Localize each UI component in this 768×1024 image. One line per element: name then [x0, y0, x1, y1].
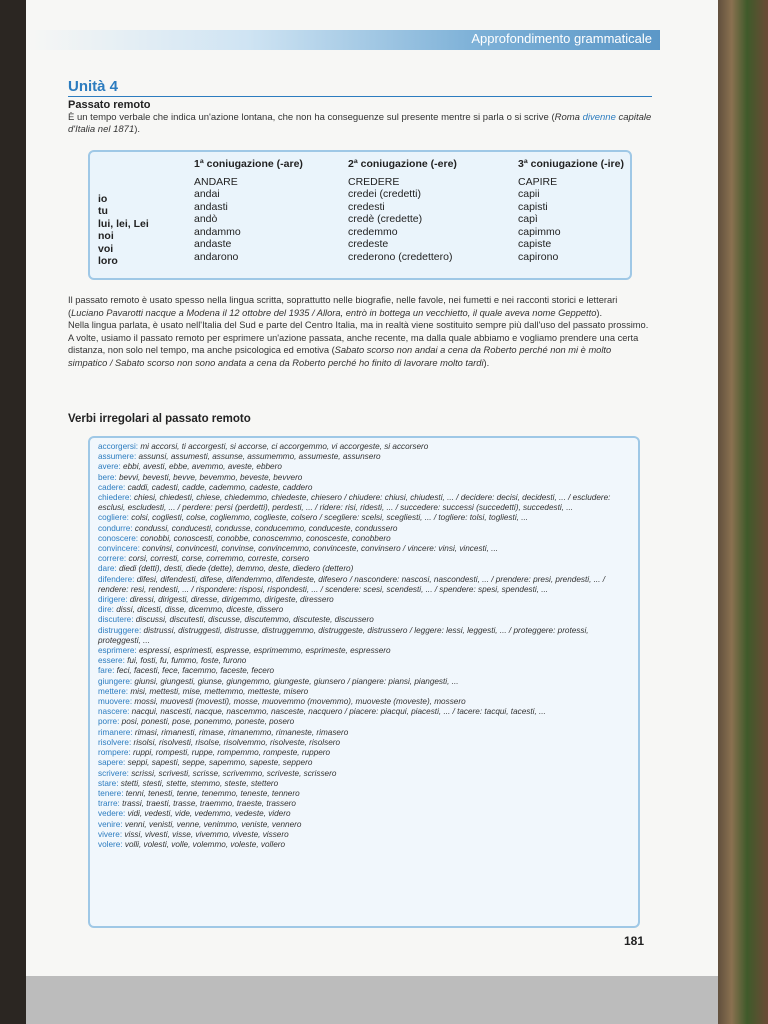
desk-surface — [26, 976, 718, 1024]
intro-paragraph: È un tempo verbale che indica un'azione lontana, che non ha conseguenze sul presente mentre si parla o si scrive (Roma divenne capitale d'Italia nel 1871). — [68, 112, 652, 135]
irregular-verb-infinitive: avere: — [98, 462, 121, 472]
irregular-verb-forms: corsi, corresti, corse, corremmo, correste, corsero — [126, 554, 310, 564]
irregular-verb-forms: volli, volesti, volle, volemmo, voleste, vollero — [122, 839, 286, 849]
irregular-verb-entry — [98, 493, 630, 513]
irregular-verb-infinitive: condurre: — [98, 523, 133, 533]
irregular-verb-infinitive: discutere: — [98, 615, 134, 625]
irregular-verb-forms: feci, facesti, fece, facemmo, faceste, fecero — [114, 666, 275, 676]
irregular-verb-entry — [98, 769, 630, 779]
irregular-verb-entry — [98, 605, 630, 615]
section-banner — [26, 30, 660, 50]
irregular-verb-infinitive: porre: — [98, 717, 120, 727]
irregular-verb-entry — [98, 789, 630, 799]
irregular-verb-forms: misi, mettesti, mise, mettemmo, metteste, misero — [128, 686, 309, 696]
unit-title: Unità 4 — [68, 78, 119, 95]
irregular-verb-infinitive: accorgersi: — [98, 442, 139, 451]
irregular-verb-forms: espressi, esprimesti, espresse, esprimemmo, esprimeste, espressero — [136, 646, 391, 656]
irregular-verb-entry — [98, 615, 630, 625]
irregular-verb-infinitive: stare: — [98, 778, 119, 788]
irregular-verb-infinitive: dare: — [98, 564, 117, 574]
irregular-verb-entry — [98, 758, 630, 768]
irregular-verb-entry — [98, 677, 630, 687]
pronoun-column: io tu lui, lei, Lei noi voi loro — [98, 192, 149, 267]
page-number: 181 — [624, 934, 645, 948]
irregular-verb-entry — [98, 483, 630, 493]
irregular-verb-infinitive: risolvere: — [98, 737, 132, 747]
irregular-verb-infinitive: cogliere: — [98, 513, 129, 523]
conjugation-column-ere: 2ª coniugazione (-ere) CREDERE credei (credetti) credesti credè (credette) credemmo credeste crederono (credettero) — [348, 158, 457, 263]
irregular-verb-infinitive: nascere: — [98, 707, 130, 717]
irregular-verb-entry — [98, 534, 630, 544]
irregular-verb-forms: mossi, muovesti (movesti), mosse, muovemmo (movemmo), muoveste (moveste), mossero — [132, 697, 466, 707]
irregular-verb-entry — [98, 564, 630, 574]
irregular-verb-entry — [98, 462, 630, 472]
irregular-verb-infinitive: tenere: — [98, 788, 124, 798]
irregular-verb-forms: ruppi, rompesti, ruppe, rompemmo, rompeste, ruppero — [130, 748, 331, 758]
irregular-verb-forms: dissi, dicesti, disse, dicemmo, diceste, dissero — [113, 605, 284, 615]
irregular-verb-infinitive: giungere: — [98, 676, 133, 686]
irregular-verb-entry — [98, 544, 630, 554]
irregular-verb-forms: mi accorsi, ti accorgesti, si accorse, ci accorgemmo, vi accorgeste, si accorsero — [138, 442, 429, 451]
irregular-verb-infinitive: scrivere: — [98, 768, 129, 778]
irregular-verb-entry — [98, 738, 630, 748]
irregular-verb-infinitive: cadere: — [98, 482, 126, 492]
irregular-verb-entry — [98, 452, 630, 462]
irregular-verb-entry — [98, 840, 630, 850]
irregular-verb-infinitive: muovere: — [98, 697, 133, 707]
irregular-verb-infinitive: sapere: — [98, 758, 126, 768]
irregular-verb-entry — [98, 646, 630, 656]
irregular-verb-entry — [98, 809, 630, 819]
irregular-verbs-box — [88, 436, 640, 928]
irregular-verb-forms: convinsi, convincesti, convinse, convincemmo, convinceste, convinsero / vincere: vinsi, vincesti, ... — [139, 544, 499, 554]
irregular-verbs-list — [90, 438, 638, 854]
irregular-verb-infinitive: conoscere: — [98, 533, 139, 543]
irregular-verb-forms: risolsi, risolvesti, risolse, risolvemmo, risolveste, risolsero — [131, 737, 341, 747]
banner-title: Approfondimento grammaticale — [471, 31, 652, 46]
irregular-verb-forms: conobbi, conoscesti, conobbe, conoscemmo, conosceste, conobbero — [138, 533, 391, 543]
irregular-verb-infinitive: convincere: — [98, 544, 140, 554]
unit-divider — [68, 96, 652, 97]
irregular-verb-forms: giunsi, giungesti, giunse, giungemmo, giungeste, giunsero / piangere: piansi, piangesti, ... — [132, 676, 459, 686]
irregular-verb-forms: ebbi, avesti, ebbe, avemmo, aveste, ebbero — [120, 462, 282, 472]
irregular-verb-infinitive: esprimere: — [98, 646, 137, 656]
irregular-verb-infinitive: essere: — [98, 656, 125, 666]
irregular-verb-entry — [98, 666, 630, 676]
irregular-verbs-title: Verbi irregolari al passato remoto — [68, 413, 251, 425]
irregular-verb-forms: caddi, cadesti, cadde, cademmo, cadeste, caddero — [125, 482, 313, 492]
irregular-verb-forms: nacqui, nascesti, nacque, nascemmo, nasceste, nacquero / piacere: piacqui, piacesti, ... / tacere: tacqui, tacesti, ... — [129, 707, 546, 717]
irregular-verb-entry — [98, 728, 630, 738]
irregular-verb-forms: diressi, dirigesti, diresse, dirigemmo, dirigeste, diressero — [127, 595, 334, 605]
irregular-verb-entry — [98, 473, 630, 483]
irregular-verb-entry — [98, 575, 630, 595]
irregular-verb-forms: scrissi, scrivesti, scrisse, scrivemmo, scriveste, scrissero — [128, 768, 337, 778]
irregular-verb-forms: stetti, stesti, stette, stemmo, steste, stettero — [118, 778, 279, 788]
irregular-verb-infinitive: correre: — [98, 554, 127, 564]
irregular-verb-entry — [98, 513, 630, 523]
irregular-verb-entry — [98, 626, 630, 646]
irregular-verb-entry — [98, 554, 630, 564]
irregular-verb-entry — [98, 524, 630, 534]
irregular-verb-forms: condussi, conducesti, condusse, conducemmo, conduceste, condussero — [132, 523, 398, 533]
conjugation-table — [88, 150, 632, 280]
usage-paragraph-written: Il passato remoto è usato spesso nella lingua scritta, soprattutto nelle biografie, nelle favole, nei fumetti e nei racconti storici e letterari (Luciano Pavarotti nacque a Modena il 12 ottobre del 1935 / Allora, entrò in bottega un vecchietto, il quale aveva nome Geppetto). — [68, 295, 618, 318]
irregular-verb-forms: vidi, vedesti, vide, vedemmo, vedeste, videro — [125, 809, 291, 819]
irregular-verb-infinitive: fare: — [98, 666, 115, 676]
irregular-verb-forms: posi, ponesti, pose, ponemmo, poneste, posero — [119, 717, 295, 727]
irregular-verb-forms: trassi, traesti, trasse, traemmo, traeste, trassero — [119, 799, 296, 809]
conjugation-column-ire: 3ª coniugazione (-ire) CAPIRE capii capisti capì capimmo capiste capirono — [518, 158, 624, 263]
irregular-verb-entry — [98, 820, 630, 830]
section-title: Passato remoto — [68, 99, 151, 111]
irregular-verb-entry — [98, 779, 630, 789]
irregular-verb-infinitive: venire: — [98, 819, 123, 829]
irregular-verb-infinitive: trarre: — [98, 799, 120, 809]
irregular-verb-infinitive: mettere: — [98, 686, 129, 696]
usage-paragraph-spoken: Nella lingua parlata, è usato nell'Italia del Sud e parte del Centro Italia, ma in realtà viene sostituito sempre più dall'uso del passato prossimo. A volte, usiamo il passato remoto per esprimere un'azione passata, anche recente, ma dalla quale abbiamo e vogliamo prendere una certa distanza, non solo nel tempo, ma anche psicologica ed emotiva (Sabato scorso non andai a cena da Roberto perché non mi è molto simpatico / Sabato scorso non sono andata a cena da Roberto perché ho finito di lavorare molto tardi). — [68, 320, 649, 368]
irregular-verb-forms: venni, venisti, venne, venimmo, veniste, vennero — [122, 819, 302, 829]
irregular-verb-entry — [98, 717, 630, 727]
irregular-verb-forms: vissi, vivesti, visse, vivemmo, viveste, vissero — [122, 829, 289, 839]
irregular-verb-infinitive: rimanere: — [98, 727, 133, 737]
usage-paragraphs — [68, 294, 652, 369]
irregular-verb-infinitive: chiedere: — [98, 493, 132, 503]
irregular-verb-forms: assunsi, assumesti, assunse, assumemmo, assumeste, assunsero — [136, 452, 381, 462]
book-spine-shadow — [0, 0, 26, 1024]
irregular-verb-infinitive: dirigere: — [98, 595, 128, 605]
irregular-verb-forms: difesi, difendesti, difese, difendemmo, difendeste, difesero / nascondere: nascosi, nascondesti, ... / prendere: presi, prendesti, ... / rendere: resi, rendesti, ... / rispondere: risposi, rispondesti, ... / scendere: scesi, scendesti, ... / spendere: spesi, spendesti, ... — [98, 574, 606, 594]
irregular-verb-infinitive: difendere: — [98, 574, 135, 584]
irregular-verb-entry — [98, 707, 630, 717]
irregular-verb-entry — [98, 799, 630, 809]
irregular-verb-infinitive: volere: — [98, 839, 123, 849]
irregular-verb-entry — [98, 687, 630, 697]
irregular-verb-infinitive: vedere: — [98, 809, 126, 819]
irregular-verb-entry — [98, 595, 630, 605]
irregular-verb-forms: rimasi, rimanesti, rimase, rimanemmo, rimaneste, rimasero — [132, 727, 349, 737]
irregular-verb-forms: fui, fosti, fu, fummo, foste, furono — [124, 656, 247, 666]
irregular-verb-entry — [98, 442, 630, 452]
irregular-verb-infinitive: bere: — [98, 472, 117, 482]
irregular-verb-forms: diedi (detti), desti, diede (dette), demmo, deste, diedero (dettero) — [116, 564, 354, 574]
irregular-verb-forms: tenni, tenesti, tenne, tenemmo, teneste, tennero — [123, 788, 300, 798]
irregular-verb-forms: chiesi, chiedesti, chiese, chiedemmo, chiedeste, chiesero / chiudere: chiusi, chiudesti, ... / decidere: decisi, decidesti, ... / escludere: esclusi, escludesti, ... / perdere: persi (perdetti), perdesti, ... / ridere: risi, ridesti, ... / succedere: successi (succedetti), succedesti, ... — [98, 493, 611, 513]
irregular-verb-entry — [98, 748, 630, 758]
irregular-verb-forms: seppi, sapesti, seppe, sapemmo, sapeste, seppero — [125, 758, 313, 768]
book-page — [26, 0, 718, 976]
irregular-verb-entry — [98, 697, 630, 707]
irregular-verb-forms: bevvi, bevesti, bevve, bevemmo, beveste, bevvero — [116, 472, 303, 482]
irregular-verb-infinitive: distruggere: — [98, 625, 142, 635]
irregular-verb-infinitive: dire: — [98, 605, 114, 615]
irregular-verb-infinitive: vivere: — [98, 829, 123, 839]
irregular-verb-entry — [98, 656, 630, 666]
irregular-verb-infinitive: rompere: — [98, 748, 131, 758]
irregular-verb-infinitive: assumere: — [98, 452, 137, 462]
irregular-verb-forms: discussi, discutesti, discusse, discutemmo, discuteste, discussero — [133, 615, 374, 625]
conjugation-column-are: 1ª coniugazione (-are) ANDARE andai andasti andò andammo andaste andarono — [194, 158, 303, 263]
irregular-verb-forms: distrussi, distruggesti, distrusse, distruggemmo, distruggeste, distrussero / leggere: lessi, leggesti, ... / proteggere: protessi, proteggesti, ... — [98, 625, 589, 645]
background-photo-edge — [716, 0, 768, 1024]
irregular-verb-entry — [98, 830, 630, 840]
irregular-verb-forms: colsi, cogliesti, colse, cogliemmo, coglieste, colsero / scegliere: scelsi, scegliesti, ... / togliere: tolsi, togliesti, ... — [128, 513, 529, 523]
